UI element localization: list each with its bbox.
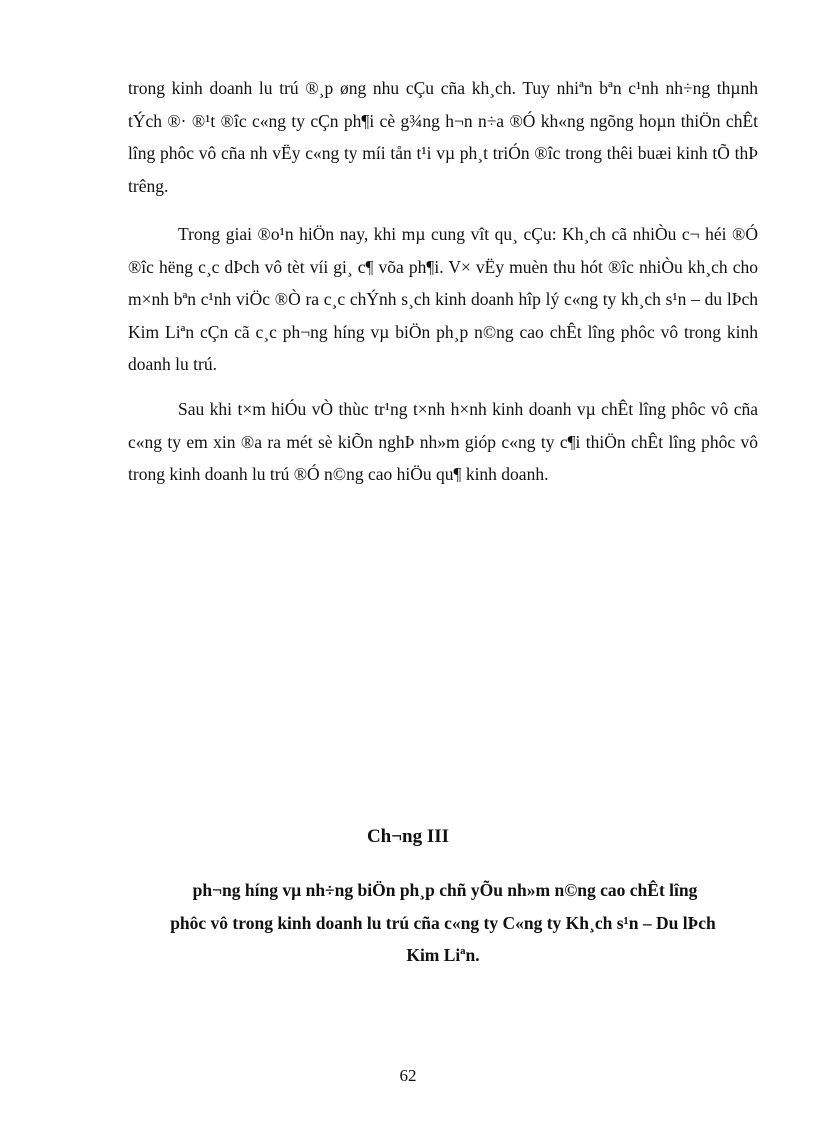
chapter-title-line-1: ph¬ng híng vµ nh÷ng biÖn ph¸p chñ yÕu nh»m n©ng cao chÊt lîng — [192, 880, 698, 900]
body-paragraph-1: trong kinh doanh lu trú ®¸p øng nhu cÇu cña kh¸ch. Tuy nhiªn bªn c¹nh nh÷ng thµnh tÝch ®· ®¹t ®îc c«ng ty cÇn ph¶i cè g¾ng h¬n n÷a ®Ó kh«ng ngõng hoµn thiÖn chÊt lîng phôc vô cña nh vËy c«ng ty míi tån t¹i vµ ph¸t triÓn ®îc trong thêi buæi kinh tÕ thÞ trêng. — [128, 78, 758, 196]
page-number: 62 — [399, 1066, 417, 1085]
body-paragraph-3: Sau khi t×m hiÓu vÒ thùc tr¹ng t×nh h×nh kinh doanh vµ chÊt lîng phôc vô cña c«ng ty em xin ®a ra mét sè kiÕn nghÞ nh»m gióp c«ng ty c¶i thiÖn chÊt lîng phôc vô trong kinh doanh lu trú ®Ó n©ng cao hiÖu qu¶ kinh doanh. — [128, 399, 758, 484]
chapter-title-line-3: Kim Liªn. — [406, 945, 480, 965]
chapter-title-line-2: phôc vô trong kinh doanh lu trú cña c«ng ty C«ng ty Kh¸ch s¹n – Du lÞch — [170, 912, 716, 933]
chapter-heading: Ch¬ng III — [366, 826, 450, 847]
body-paragraph-2: Trong giai ®o¹n hiÖn nay, khi mµ cung vît qu¸ cÇu: Kh¸ch cã nhiÒu c¬ héi ®Ó ®îc hëng c¸c dÞch vô tèt víi gi¸ c¶ võa ph¶i. V× vËy muèn thu hót ®îc nhiÒu kh¸ch cho m×nh bªn c¹nh viÖc ®Ò ra c¸c chÝnh s¸ch kinh doanh hîp lý c«ng ty kh¸ch s¹n – du lÞch Kim Liªn cÇn cã c¸c ph¬ng híng vµ biÖn ph¸p n©ng cao chÊt lîng phôc vô trong kinh doanh lu trú. — [128, 224, 758, 374]
chapter-title — [128, 874, 758, 972]
